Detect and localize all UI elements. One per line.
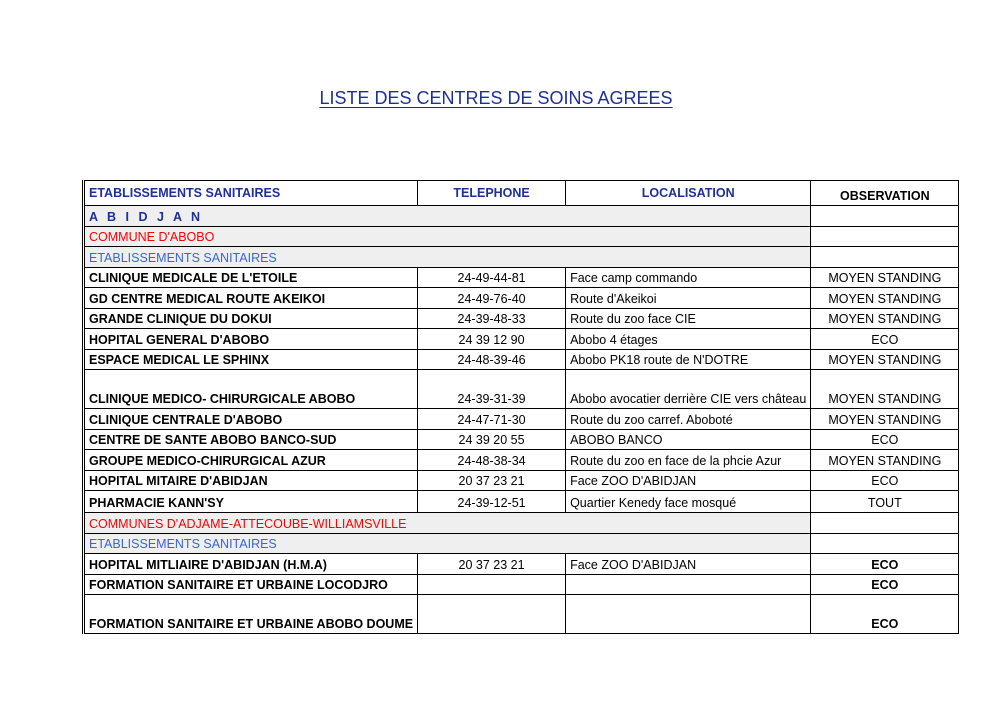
facility-name: CLINIQUE MEDICO- CHIRURGICALE ABOBO (84, 370, 418, 409)
commune-obs-cell (811, 226, 959, 247)
table-row (84, 329, 959, 350)
commune-row (84, 226, 959, 247)
facility-name: FORMATION SANITAIRE ET URBAINE ABOBO DOUME (84, 595, 418, 634)
facility-location: ABOBO BANCO (566, 429, 811, 450)
commune-label: COMMUNES D'ADJAME-ATTECOUBE-WILLIAMSVILLE (84, 513, 811, 534)
commune-label: COMMUNE D'ABOBO (84, 226, 811, 247)
city-label: A B I D J A N (84, 206, 811, 227)
facility-name: GROUPE MEDICO-CHIRURGICAL AZUR (84, 450, 418, 471)
facility-phone: 24-49-44-81 (418, 267, 566, 288)
table-row (84, 595, 959, 634)
facility-phone: 24-47-71-30 (418, 409, 566, 430)
facility-phone: 24 39 12 90 (418, 329, 566, 350)
facility-observation: MOYEN STANDING (811, 349, 959, 370)
facility-name: CLINIQUE MEDICALE DE L'ETOILE (84, 267, 418, 288)
facility-location: Route du zoo en face de la phcie Azur (566, 450, 811, 471)
subtitle-obs-cell (811, 533, 959, 554)
facility-name: GD CENTRE MEDICAL ROUTE AKEIKOI (84, 288, 418, 309)
health-centers-table (82, 180, 959, 634)
table-row (84, 574, 959, 595)
city-row (84, 206, 959, 227)
facility-phone (418, 595, 566, 634)
facility-observation: ECO (811, 574, 959, 595)
header-telephone: TELEPHONE (418, 181, 566, 206)
facility-location: Route du zoo face CIE (566, 308, 811, 329)
header-etab: ETABLISSEMENTS SANITAIRES (84, 181, 418, 206)
facility-observation: ECO (811, 595, 959, 634)
facility-location: Route du zoo carref. Aboboté (566, 409, 811, 430)
facility-location: Face camp commando (566, 267, 811, 288)
city-obs-cell (811, 206, 959, 227)
table-row (84, 267, 959, 288)
facility-observation: MOYEN STANDING (811, 308, 959, 329)
facility-location: Abobo 4 étages (566, 329, 811, 350)
table-row (84, 349, 959, 370)
facility-name: FORMATION SANITAIRE ET URBAINE LOCODJRO (84, 574, 418, 595)
table-row (84, 491, 959, 513)
commune-row (84, 513, 959, 534)
facility-location: Abobo PK18 route de N'DOTRE (566, 349, 811, 370)
commune-obs-cell (811, 513, 959, 534)
facility-observation: ECO (811, 429, 959, 450)
facility-phone: 24-39-12-51 (418, 491, 566, 513)
facility-phone (418, 574, 566, 595)
facility-location: Abobo avocatier derrière CIE vers château (566, 370, 811, 409)
table-row (84, 450, 959, 471)
header-localisation: LOCALISATION (566, 181, 811, 206)
facility-name: GRANDE CLINIQUE DU DOKUI (84, 308, 418, 329)
facility-location: Quartier Kenedy face mosqué (566, 491, 811, 513)
table-row (84, 554, 959, 575)
subtitle-row (84, 533, 959, 554)
table-row (84, 288, 959, 309)
facility-observation: MOYEN STANDING (811, 450, 959, 471)
facility-observation: ECO (811, 329, 959, 350)
facility-name: HOPITAL GENERAL D'ABOBO (84, 329, 418, 350)
header-observation: OBSERVATION (811, 181, 959, 206)
facility-phone: 20 37 23 21 (418, 554, 566, 575)
page-title: LISTE DES CENTRES DE SOINS AGREES (319, 88, 673, 108)
facility-name: CENTRE DE SANTE ABOBO BANCO-SUD (84, 429, 418, 450)
facility-observation: TOUT (811, 491, 959, 513)
facility-name: HOPITAL MITAIRE D'ABIDJAN (84, 470, 418, 491)
table-row (84, 370, 959, 409)
facility-name: ESPACE MEDICAL LE SPHINX (84, 349, 418, 370)
facility-phone: 24-39-48-33 (418, 308, 566, 329)
facility-observation: MOYEN STANDING (811, 288, 959, 309)
subtitle-row (84, 247, 959, 268)
facility-phone: 24 39 20 55 (418, 429, 566, 450)
facility-location: Route d'Akeikoi (566, 288, 811, 309)
table-row (84, 470, 959, 491)
facility-phone: 24-48-38-34 (418, 450, 566, 471)
facility-phone: 24-49-76-40 (418, 288, 566, 309)
facility-location: Face ZOO D'ABIDJAN (566, 470, 811, 491)
table-row (84, 429, 959, 450)
table-row (84, 409, 959, 430)
facility-phone: 24-39-31-39 (418, 370, 566, 409)
facility-location (566, 595, 811, 634)
facility-name: PHARMACIE KANN'SY (84, 491, 418, 513)
facility-observation: ECO (811, 554, 959, 575)
header-row (84, 181, 959, 206)
table-row (84, 308, 959, 329)
facility-phone: 24-48-39-46 (418, 349, 566, 370)
facility-location (566, 574, 811, 595)
facility-observation: MOYEN STANDING (811, 267, 959, 288)
facility-observation: MOYEN STANDING (811, 370, 959, 409)
facility-observation: ECO (811, 470, 959, 491)
facility-observation: MOYEN STANDING (811, 409, 959, 430)
facility-phone: 20 37 23 21 (418, 470, 566, 491)
subtitle-label: ETABLISSEMENTS SANITAIRES (84, 247, 811, 268)
facility-name: CLINIQUE CENTRALE D'ABOBO (84, 409, 418, 430)
facility-location: Face ZOO D'ABIDJAN (566, 554, 811, 575)
subtitle-label: ETABLISSEMENTS SANITAIRES (84, 533, 811, 554)
subtitle-obs-cell (811, 247, 959, 268)
facility-name: HOPITAL MITLIAIRE D'ABIDJAN (H.M.A) (84, 554, 418, 575)
